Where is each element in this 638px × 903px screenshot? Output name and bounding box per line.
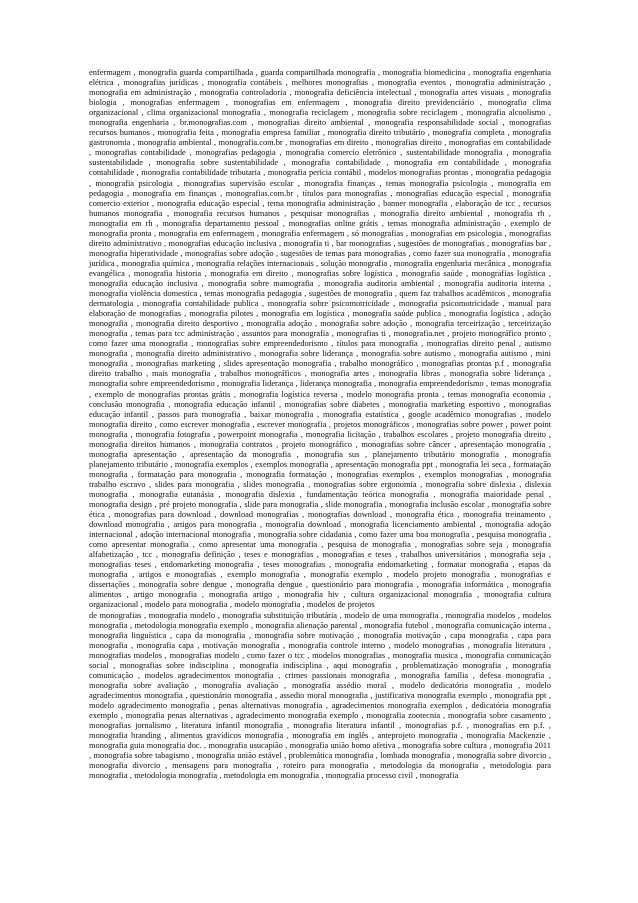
keyword-paragraph-1: enfermagem , monografia guarda compartilhada , guarda compartilhada monografia , monografia biomedicina , monografia engenharia elétrica , monografias jurídicas , monografia contábeis , melhores monografias , monografia eventos , monografia administração , monografia em administração , monografia controladoria , monografia deficiência intelectual , monografia artes visuais , monografia biologia , monografias enfermagem , monografias em enfermagem , monografia direito previdenciário , monografia clima organizacional , clima organizacional monografia , monografia reciclagem , monografia sobre reciclagem , monografia alcoolismo , monografia engenharia , br.monografias.com , monografias direito ambiental , monografia responsabilidade social , monografias recursos humanos , monografia feita , monografia empresa familiar , monografia direito tributário , monografia completa , monografia gastronomia , monografia ambiental , monografia.com.br , monografias em direito , monografias direito , monografias em contabilidade , monografias contabilidade , monografias pedagogia , monografia comercio eletrônico , sustentabilidade monografia , monografia sustentabilidade , monografia sobre sustentabilidade , monografia contabilidade , monografia em contabilidade , monografia contabilidade , monografia contabilidade tributaria , monografia pericia contábil , modelos monografias prontas , monografia pedagogia , monografia psicologia , monografias supervisão escolar , monografia finanças , temas monografia psicologia , monografia em pedagogia , monografia em finanças , monografias.com.br , títulos para monografias , monografias educação especial , monografia comercio exterior , monografia educação especial , tema monografia administração , banner monografia , elaboração de tcc , recursos humanos monografia , monografia recursos humanos , pesquisar monografias , monografia direito ambiental , monografia rh , monografia em rh , monografia departamento pessoal , monografias online grátis , temas monografia administração , exemplo de monografia pronta , monografia em enfermagem , monografia enfermagem , só monografias , monografias em psicologia , monografias direito administrativo , monografias educação inclusiva , monografia ti , bar monografias , sugestões de monografias , monografias bar , monografia hiperatividade , monografias sobre adoção , sugestões de temas para monografias , como fazer sua monografia , monografia jurídica , monografia química , monografia relações internacionais , solução monografia , monografia engenharia mecânica , monografia evangélica , monografia historia , monografia em direito , monografias sobre logística , monografia saúde , monografias logística , monografia educação inclusiva , monografia sobre mamografia , monografia auditoria ambiental , monografia auditoria interna , monografia violência domestica , temas monografia pedagogia , sugestões de monografia , quem faz trabalhos acadêmicos , monografia dermatologia , monografia contabilidade publica , monografia sobre psicomotricidade , monografia psicomotricidade , manual para elaboração de monografias , monografia pilotes , monografia em logística , monografia saúde publica , monografia logística , adoção monografia , monografia direito desportivo , monografia adoção , monografia sobre adoção , monografia terceirização , terceirização monografia , temas para tcc administração , assuntos para monografia , monografias ti , monografia.net , projeto monográfico pronto , como fazer uma monografia , monografias sobre empreendedorismo , títulos para monografia , monografias direito penal , autismo monografia , monografia direito administrativo , monografia sobre liderança , monografia sobre autismo , monografia autismo , mini monografia , monografias marketing , slides apresentação monografia , trabalho monográfico , monografias prontas p.f , monografia direito trabalho , mais monografia , trabalhos monográficos , monografia artes , monografia libras , monografia sobre liderança , monografia sobre empreendedorismo , monografia liderança , liderança monografia , monografia empreendedorismo , temas monografia , exemplo de monografias prontas grátis , monografia logística reversa , modelo monografia pronta , temas monografia economia , conclusão monografia , monografia educação infantil , monografias sobre diabetes , monografia marketing esportivo , monografias educação infantil , passos para monografia , baixar monografia , monografia estatística , google acadêmico monografias , modelo monografia direito , como escrever monografia , escrever monografia , projetos monográficos , monografias sobre power , power point monografia , monografia fotografia , powerpoint monografia , monografia licitação , trabalhos escolares , projeto monografia direito , monografia direitos humanos , monografia contratos , projeto monográfico , monografias sobre câncer , apresentação monografia , monografia apresentação , apresentação da monografia , monografia sus , planejamento tributário monografia , monografia planejamento tributário , monografia exemplos , exemplos monografia , apresentação monografia ppt , monografia lei seca , formatação monografia , formatação para monografia , monografia formatação , monografias exemplos , exemplos monografias , monografia trabalho escravo , slides para monografia , slides monografia , monografias sobre ergonomia , monografia sobre dislexia , dislexia monografia , monografia eutanásia , monografia dislexia , fundamentação teórica monografia , monografia maioridade penal , monografia design , pré projeto monografia , slide para monografia , slide monografia , monografia inclusão escolar , monografia sobre ética , monografias para download , download monografias , monografias download , monografia ética , monografia treinamento , download monografia , artigos para monografia , monografia download , monografia licenciamento ambiental , monografia adoção internacional , adoção internacional monografia , monografia sobre cidadania , como fazer uma boa monografia , pesquisa monografia , como apresentar monografia , como apresentar uma monografia , pesquisa de monografia , monografias sobre seja , monografia alfabetização , tcc , monografia definição , teses e monografias , monografias e teses , trabalhos universitários , monografia seja , monografias teses , endomarketing monografia , teses monografias , monografia endomarketing , formatar monografia , etapas da monografia , artigos e monografias , exemplo monografia , monografia exemplo , modelo projeto monografia , monografias e dissertações , monografia sobre dengue , monografia dengue , questionário para monografia , monografia informática , monografia alimentos , artigo monografia , monografia artigo , monografia hiv , cultura organizacional monografia , monografia cultura organizacional , modelo para monografia , modelo monografia , modelos de projetos bbox=[89, 68, 551, 610]
keyword-paragraph-2: de monografias , monografia modelo , monografia substituição tributária , modelo de uma monografia , monografia modelos , modelos monografia , metodologia monografia exemplo , monografia alienação parental , monografia futebol , monografia comunicação interna , monografia linguística , capa da monografia , monografia sobre motivação , monografia motivação , capa monografia , capa para monografia , monografia capa , motivação monografia , monografia controle interno , modelo monografias , monografia literatura , monografias modelos , monografias modelo , como fazer o tcc , modelos monografias , monografia musica , monografia comunicação social , monografias sobre indisciplina , monografia indisciplina , aqui monografia , problematização monografia , monografia comunicação , modelos agradecimentos monografia , crimes passionais monografia , monografia família , defesa monografia , monografia sobre avaliação , monografia avaliação , monografia assédio moral , modelo dedicatória monografia , modelo agradecimentos monografia , questionário monografia , assedio moral monografia , justificativa monografia exemplo , monografia ppt , modelo agradecimento monografia , penas alternativas monografia , agradecimentos monografia exemplos , dedicatória monografia exemplo , monografia penas alternativas , agradecimento monografia exemplo , monografia zootecnia , monografia sobre casamento , monografias jornalismo , literatura infantil monografia , monografia literatura infantil , monografias p.f. , monografias em p.f. , monografia branding , alimentos gravídicos monografia , monografia em inglês , anteprojeto monografia , monografia Mackenzie , monografia guia monografia doc. , monografia usucapião , monografia união homo afetiva , monografia sobre cultura , monografia 2011 , monografia sobre tabagismo , monografia união estável , problemática monografia , lombada monografia , monografia sobre divorcio , monografia divorcio , mensagens para monografia , roteiro para monografia , metodologia da monografia , metodologia para monografia , metodologia monografia , metodologia em monografia , monografia processo civil , monografia bbox=[89, 610, 551, 781]
document-page bbox=[89, 68, 551, 781]
